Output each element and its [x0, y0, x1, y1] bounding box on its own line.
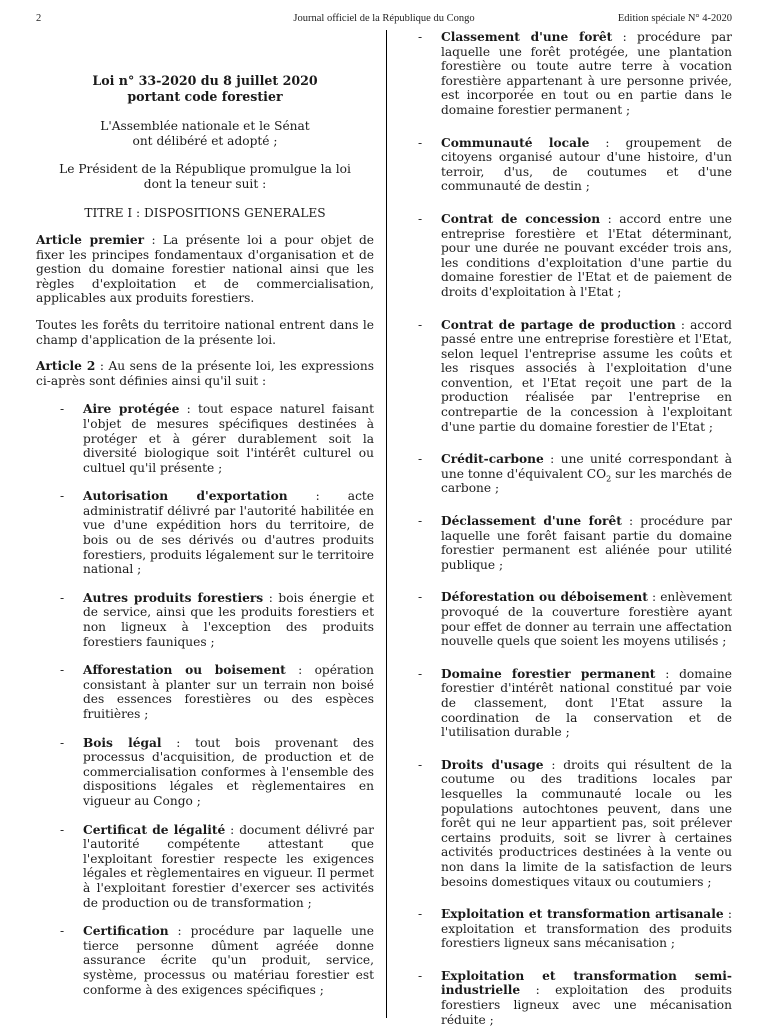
definition-item	[418, 969, 732, 1027]
definition-text: sur les marchés de carbone ;	[441, 466, 732, 496]
definition-term: Droits d'usage	[441, 757, 544, 772]
bullet-dash: -	[60, 590, 65, 605]
bullet-dash: -	[418, 968, 423, 983]
definition-term: Exploitation et transformation artisanale	[441, 907, 724, 922]
page-number: 2	[36, 13, 42, 24]
bullet-dash: -	[418, 666, 423, 681]
law-title-line-2: portant code forestier	[127, 89, 283, 104]
definition-term: Aire protégée	[83, 402, 180, 417]
bullet-dash: -	[418, 30, 423, 44]
definition-item	[418, 907, 732, 951]
definition-item	[418, 136, 732, 194]
definition-text: : domaine forestier d'intérêt national constitué par voie de classement, dont l'Etat assure la coordination de la conservation et de l'utilisation durable ;	[441, 666, 732, 740]
bullet-dash: -	[418, 317, 423, 332]
definition-item	[36, 591, 374, 649]
right-column	[418, 30, 732, 1027]
law-title	[36, 73, 374, 105]
bullet-dash: -	[60, 735, 65, 750]
definition-item	[418, 212, 732, 300]
bullet-dash: -	[418, 514, 423, 529]
definition-item	[36, 402, 374, 475]
bullet-dash: -	[418, 452, 423, 467]
definition-item	[418, 452, 732, 496]
president-line-1: Le Président de la République promulgue la loi	[59, 162, 351, 177]
definition-text: : acte administratif délivré par l'autorité habilitée en vue d'une expédition hors du territoire, de bois ou de ses dérivés ou d'autres produits forestiers, produits légalement sur le territoire national ;	[83, 489, 375, 577]
definition-text: : procédure par laquelle une forêt faisant partie du domaine forestier permanent est aliénée pour utilité publique ;	[441, 514, 732, 572]
definition-text: : droits qui résultent de la coutume ou des traditions locales par lesquelles la communauté locale ou les populations autochtones peuvent, dans une forêt qui ne leur appartient pas, soit prélever certains produits, soit se livrer à certaines activités productrices destinées à la vente ou non dans la limite de la satisfaction de leurs besoins domestiques vitaux ou coutumiers ;	[441, 757, 732, 889]
definition-item	[36, 924, 374, 997]
definition-term: Certificat de légalité	[83, 822, 226, 837]
bullet-dash: -	[418, 211, 423, 226]
assembly-line-2: ont délibéré et adopté ;	[132, 133, 278, 148]
definition-text: : procédure par laquelle une tierce personne dûment agréée donne assurance écrite qu'un produit, service, système, processus ou matériau forestier est conforme à des exigences spécifiques ;	[83, 924, 374, 997]
definition-text: : tout espace naturel faisant l'objet de mesures spécifiques destinées à protéger et à gérer durablement soit la diversité biologique soit l'intérêt culturel ou cultuel qu'il présente ;	[83, 402, 374, 475]
bullet-dash: -	[418, 907, 423, 922]
definition-item	[418, 514, 732, 572]
assembly-line-1: L'Assemblée nationale et le Sénat	[100, 119, 310, 133]
definition-text: : tout bois provenant des processus d'acquisition, de production et de commercialisation conformes à l'ensemble des dispositions légales et règlementaires en vigueur au Congo ;	[83, 735, 374, 808]
definition-item	[36, 736, 374, 809]
definition-text: : procédure par laquelle une forêt protégée, une plantation forestière ou toute autre terre à vocation forestière appartenant à ure personne privée, est incorporée en tout ou en partie dans le domaine forestier permanent ;	[441, 30, 732, 117]
bullet-dash: -	[60, 402, 65, 417]
definition-text: : bois énergie et de service, ainsi que les produits forestiers et non ligneux à l'exception des produits forestiers fauniques ;	[83, 590, 374, 649]
definition-text: : groupement de citoyens organisé autour d'une histoire, d'un terroir, d'us, de coutumes et d'une communauté de destin ;	[441, 135, 733, 194]
definition-item	[36, 489, 374, 577]
definition-text: : accord passé entre une entreprise forestière et l'Etat, selon lequel l'entreprise assume les coûts et les risques associés à l'exploitation d'une convention, et l'Etat reçoit une part de la production réalisée par l'entreprise en contrepartie de la concession à l'exploitant d'une partie du domaine forestier de l'Etat ;	[441, 317, 732, 434]
bullet-dash: -	[418, 590, 423, 605]
definition-term: Contrat de partage de production	[441, 317, 676, 332]
definition-term: Classement d'une forêt	[441, 30, 613, 44]
edition-label: Edition spéciale N° 4-2020	[617, 13, 732, 24]
definition-item	[418, 667, 732, 740]
journal-title: Journal officiel de la République du Congo	[293, 13, 475, 24]
definitions-left	[36, 402, 374, 997]
definition-term: Autorisation d'exportation	[83, 489, 288, 504]
article-2-text: : Au sens de la présente loi, les expressions ci-après sont définies ainsi qu'il suit :	[36, 359, 374, 388]
forests-scope-paragraph: Toutes les forêts du territoire national entrent dans le champ d'application de la présente loi.	[36, 317, 374, 347]
definition-term: Exploitation et transformation semi-industrielle	[441, 968, 732, 998]
definition-text: : exploitation et transformation des produits forestiers ligneux sans mécanisation ;	[441, 907, 732, 951]
bullet-dash: -	[60, 489, 65, 504]
definition-item	[36, 663, 374, 721]
president-line-2: dont la teneur suit :	[143, 176, 267, 191]
bullet-dash: -	[60, 822, 65, 837]
article-2-label: Article 2	[36, 359, 96, 374]
bullet-dash: -	[60, 663, 65, 678]
definition-text: : opération consistant à planter sur un terrain non boisé des essences forestières ou des espèces fruitières ;	[83, 663, 374, 721]
definition-term: Crédit-carbone	[441, 452, 544, 467]
definition-text: : enlèvement provoqué de la couverture forestière ayant pour effet de donner au terrain une affectation nouvelle quels que soient les moyens utilisés ;	[441, 590, 732, 649]
definition-text: : exploitation des produits forestiers ligneux avec une mécanisation réduite ;	[441, 983, 732, 1027]
article-1-label: Article premier	[36, 232, 145, 247]
article-1-text: : La présente loi a pour objet de fixer les principes fondamentaux d'organisation et de gestion du domaine forestier national ainsi que les règles d'exploitation et de commercialisation, applicables aux produits forestiers.	[36, 232, 374, 306]
bullet-dash: -	[60, 924, 65, 939]
definition-term: Déforestation ou déboisement	[441, 590, 648, 605]
definition-item	[418, 758, 732, 889]
article-1	[36, 233, 374, 306]
definition-text: : accord entre une entreprise forestière et l'Etat déterminant, pour une durée ne pouvant excéder trois ans, les conditions d'exploitation d'une partie du domaine forestier de l'Etat et de paiement de droits d'exploitation à l'Etat ;	[441, 211, 732, 299]
article-2	[36, 359, 374, 388]
definition-term: Bois légal	[83, 735, 162, 750]
left-column	[36, 30, 374, 997]
definition-item	[418, 590, 732, 648]
bullet-dash: -	[418, 757, 423, 772]
definition-term: Certification	[83, 924, 169, 939]
definition-term: Domaine forestier permanent	[441, 666, 656, 681]
assembly-statement	[36, 119, 374, 148]
definition-text: : document délivré par l'autorité compétente attestant que l'exploitant forestier respecte les exigences légales et règlementaires en vigueur. Il permet à l'exploitant forestier d'exercer ses activités de production ou de transformation ;	[83, 822, 374, 910]
column-divider	[386, 30, 387, 1018]
definition-text: : une unité correspondant à une tonne d'équivalent CO	[441, 452, 732, 481]
definition-term: Afforestation ou boisement	[83, 663, 286, 678]
subscript: 2	[606, 474, 612, 484]
definition-term: Communauté locale	[441, 135, 590, 150]
promulgation-statement	[36, 162, 374, 191]
titre-heading: TITRE I : DISPOSITIONS GENERALES	[84, 206, 326, 221]
law-title-line-1: Loi n° 33-2020 du 8 juillet 2020	[92, 73, 318, 88]
running-header	[36, 13, 732, 27]
definition-term: Contrat de concession	[441, 211, 601, 226]
definition-item	[418, 318, 732, 435]
definition-item	[36, 823, 374, 911]
definition-item	[418, 30, 732, 118]
bullet-dash: -	[418, 135, 423, 150]
definition-term: Déclassement d'une forêt	[441, 514, 622, 529]
definition-term: Autres produits forestiers	[83, 590, 264, 605]
